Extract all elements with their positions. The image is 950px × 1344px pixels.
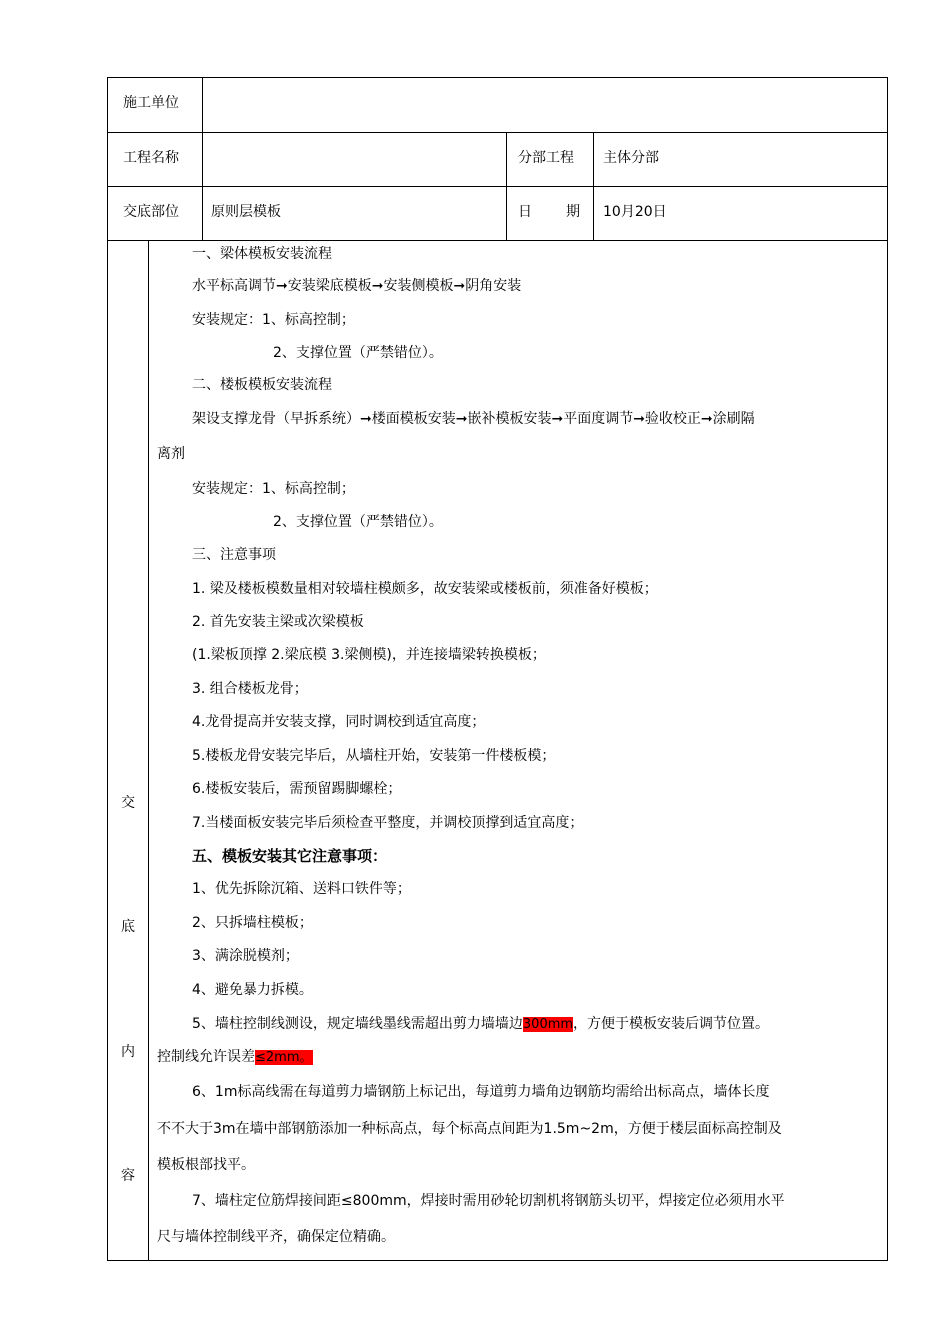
- date-value: 10月20日: [603, 204, 667, 220]
- text-line: 3. 组合楼板龙骨；: [192, 681, 308, 697]
- section-heading: 三、注意事项: [192, 547, 276, 563]
- text-line: 7、墙柱定位筋焊接间距≤800mm，焊接时需用砂轮切割机将钢筋头切平，焊接定位必须用水平: [192, 1193, 785, 1209]
- text-line: 2、支撑位置（严禁错位）。: [273, 514, 443, 530]
- text-line: 6、1m标高线需在每道剪力墙钢筋上标记出，每道剪力墙角边钢筋均需给出标高点，墙体长度: [192, 1084, 770, 1100]
- section-heading-bold: 五、模板安装其它注意事项：: [192, 847, 388, 865]
- highlight: 300mm: [522, 1017, 574, 1032]
- text-line: 7.当楼面板安装完毕后须检查平整度，并调校顶撑到适宜高度；: [192, 815, 584, 831]
- text-line: 安装规定：1、标高控制；: [192, 312, 355, 328]
- project-label: 工程名称: [123, 150, 179, 166]
- row-divider: [108, 132, 887, 133]
- text-line: 5.楼板龙骨安装完毕后，从墙柱开始，安装第一件楼板模；: [192, 748, 556, 764]
- part-value: 原则层模板: [211, 204, 281, 220]
- unit-label: 施工单位: [123, 95, 179, 111]
- col-divider: [506, 132, 507, 240]
- side-label-char: 内: [121, 1044, 135, 1060]
- flow-line: 架设支撑龙骨（早拆系统）➞楼面模板安装➞嵌补模板安装➞平面度调节➞验收校正➞涂刷隔: [192, 411, 755, 427]
- text-segment: 5、墙柱控制线测设，规定墙线墨线需超出剪力墙墙边: [192, 1016, 523, 1032]
- section-heading: 一、梁体模板安装流程: [192, 246, 332, 262]
- text-line: 2. 首先安装主梁或次梁模板: [192, 614, 364, 630]
- text-line: [192, 1013, 769, 1036]
- text-line: 4、避免暴力拆模。: [192, 982, 313, 998]
- text-line: 1. 梁及楼板模数量相对较墙柱模颇多，故安装梁或楼板前，须准备好模板；: [192, 581, 658, 597]
- text-segment: ，方便于模板安装后调节位置。: [573, 1016, 770, 1032]
- highlight: ≤2mm。: [255, 1050, 313, 1065]
- text-line: (1.梁板顶撑 2.梁底模 3.梁侧模)，并连接墙梁转换模板；: [192, 647, 546, 663]
- sub-project-value: 主体分部: [603, 150, 659, 166]
- flow-line-cont: 离剂: [157, 446, 185, 462]
- text-line: 3、满涂脱模剂；: [192, 948, 299, 964]
- text-line: 模板根部找平。: [157, 1157, 255, 1173]
- col-divider: [148, 240, 149, 1260]
- col-divider: [593, 132, 594, 240]
- text-line: 不不大于3m在墙中部钢筋添加一种标高点，每个标高点间距为1.5m~2m，方便于楼层面标高控制及: [157, 1121, 782, 1137]
- row-divider: [108, 186, 887, 187]
- row-divider: [108, 240, 887, 241]
- date-label-1: 日: [518, 204, 532, 220]
- text-line: 尺与墙体控制线平齐，确保定位精确。: [157, 1229, 395, 1245]
- text-line: 2、支撑位置（严禁错位）。: [273, 345, 443, 361]
- sub-project-label: 分部工程: [518, 150, 574, 166]
- section-heading: 二、楼板模板安装流程: [192, 377, 332, 393]
- side-label-char: 容: [121, 1168, 135, 1184]
- text-line: 4.龙骨提高并安装支撑，同时调校到适宜高度；: [192, 714, 486, 730]
- text-line: 1、优先拆除沉箱、送料口铁件等；: [192, 881, 411, 897]
- text-line: 6.楼板安装后，需预留踢脚螺栓；: [192, 781, 402, 797]
- part-label: 交底部位: [123, 204, 179, 220]
- side-label-char: 交: [121, 795, 135, 811]
- col-divider: [202, 78, 203, 240]
- text-segment: 控制线允许误差: [157, 1049, 255, 1065]
- flow-line: 水平标高调节➞安装梁底模板➞安装侧模板➞阴角安装: [192, 278, 522, 294]
- side-label-char: 底: [121, 919, 135, 935]
- date-label-2: 期: [566, 204, 580, 220]
- text-line: [157, 1046, 313, 1069]
- text-line: 2、只拆墙柱模板；: [192, 915, 313, 931]
- text-line: 安装规定：1、标高控制；: [192, 481, 355, 497]
